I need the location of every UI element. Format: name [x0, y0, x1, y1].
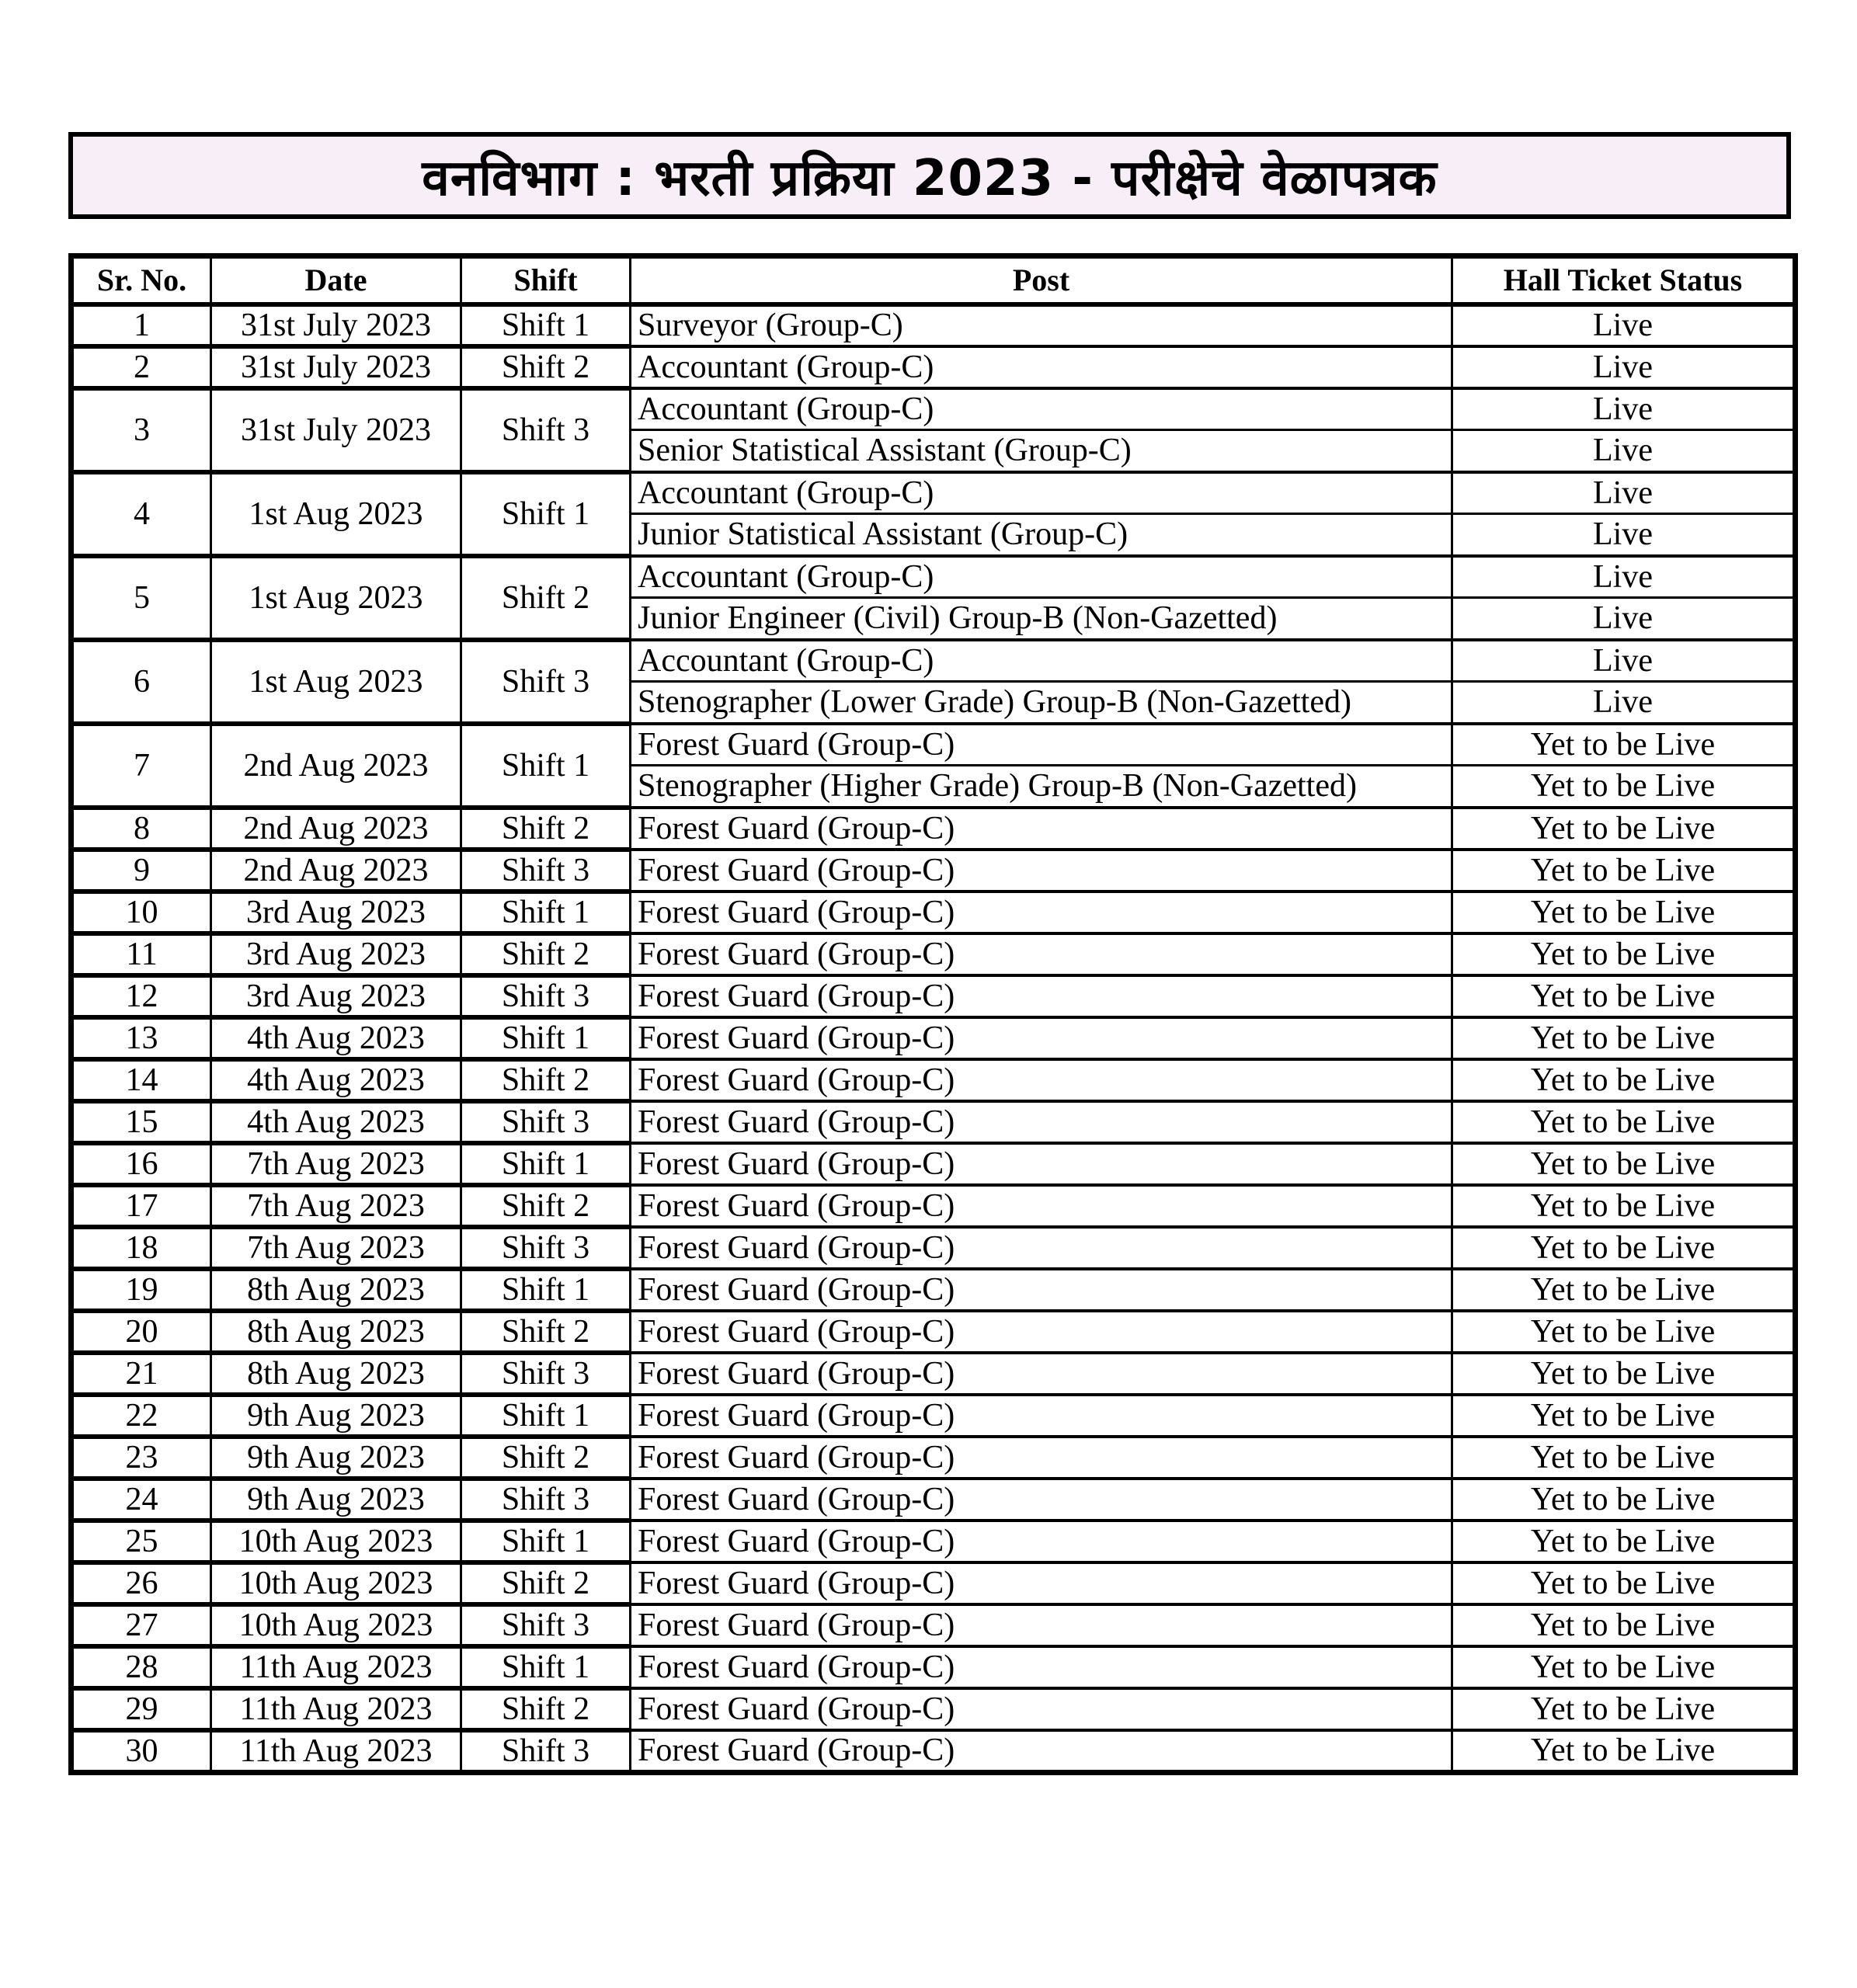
date-cell: 2nd Aug 2023 [211, 850, 461, 891]
hall-ticket-status-cell: Yet to be Live [1452, 1688, 1796, 1730]
hall-ticket-status-cell: Yet to be Live [1452, 1017, 1796, 1059]
shift-cell: Shift 2 [461, 1562, 631, 1604]
hall-ticket-status-cell: Live [1452, 346, 1796, 388]
table-row [71, 808, 1796, 850]
shift-cell: Shift 2 [461, 1437, 631, 1479]
hall-ticket-status-cell: Yet to be Live [1452, 766, 1796, 808]
shift-cell: Shift 1 [461, 472, 631, 556]
post-cell: Forest Guard (Group-C) [631, 891, 1452, 933]
table-row [71, 1688, 1796, 1730]
shift-cell: Shift 3 [461, 975, 631, 1017]
shift-cell: Shift 2 [461, 1688, 631, 1730]
shift-cell: Shift 3 [461, 1227, 631, 1269]
shift-cell: Shift 2 [461, 346, 631, 388]
hall-ticket-status-cell: Yet to be Live [1452, 1730, 1796, 1773]
shift-cell: Shift 2 [461, 808, 631, 850]
table-row [71, 1646, 1796, 1688]
shift-cell: Shift 1 [461, 891, 631, 933]
hall-ticket-status-cell: Yet to be Live [1452, 1395, 1796, 1437]
post-cell: Accountant (Group-C) [631, 346, 1452, 388]
table-row [71, 891, 1796, 933]
post-cell: Senior Statistical Assistant (Group-C) [631, 430, 1452, 472]
date-cell: 8th Aug 2023 [211, 1353, 461, 1395]
table-row [71, 304, 1796, 346]
sr-no-cell: 18 [71, 1227, 211, 1269]
sr-no-cell: 11 [71, 933, 211, 975]
post-cell: Forest Guard (Group-C) [631, 724, 1452, 766]
table-row [71, 1227, 1796, 1269]
post-cell: Forest Guard (Group-C) [631, 975, 1452, 1017]
date-cell: 10th Aug 2023 [211, 1521, 461, 1562]
date-cell: 9th Aug 2023 [211, 1437, 461, 1479]
post-cell: Forest Guard (Group-C) [631, 933, 1452, 975]
sr-no-cell: 13 [71, 1017, 211, 1059]
shift-cell: Shift 2 [461, 556, 631, 640]
date-cell: 3rd Aug 2023 [211, 975, 461, 1017]
shift-cell: Shift 1 [461, 1143, 631, 1185]
date-cell: 3rd Aug 2023 [211, 891, 461, 933]
sr-no-cell: 22 [71, 1395, 211, 1437]
sr-no-cell: 2 [71, 346, 211, 388]
table-row [71, 346, 1796, 388]
hall-ticket-status-cell: Yet to be Live [1452, 1479, 1796, 1521]
post-cell: Forest Guard (Group-C) [631, 808, 1452, 850]
date-cell: 11th Aug 2023 [211, 1688, 461, 1730]
table-row [71, 1437, 1796, 1479]
shift-cell: Shift 1 [461, 1521, 631, 1562]
shift-cell: Shift 1 [461, 724, 631, 808]
hall-ticket-status-cell: Yet to be Live [1452, 891, 1796, 933]
post-cell: Forest Guard (Group-C) [631, 1395, 1452, 1437]
hall-ticket-status-cell: Yet to be Live [1452, 724, 1796, 766]
table-row [71, 1269, 1796, 1311]
sr-no-cell: 4 [71, 472, 211, 556]
post-cell: Forest Guard (Group-C) [631, 1646, 1452, 1688]
table-row [71, 1059, 1796, 1101]
sr-no-cell: 5 [71, 556, 211, 640]
table-row [71, 1185, 1796, 1227]
shift-cell: Shift 3 [461, 388, 631, 472]
sr-no-cell: 20 [71, 1311, 211, 1353]
hall-ticket-status-cell: Yet to be Live [1452, 1521, 1796, 1562]
table-row [71, 1353, 1796, 1395]
sr-no-cell: 23 [71, 1437, 211, 1479]
hall-ticket-status-cell: Live [1452, 514, 1796, 556]
sr-no-cell: 17 [71, 1185, 211, 1227]
hall-ticket-status-cell: Yet to be Live [1452, 808, 1796, 850]
hall-ticket-status-cell: Yet to be Live [1452, 1101, 1796, 1143]
schedule-body [71, 304, 1796, 1773]
sr-no-cell: 1 [71, 304, 211, 346]
date-cell: 31st July 2023 [211, 304, 461, 346]
sr-no-cell: 3 [71, 388, 211, 472]
hall-ticket-status-cell: Live [1452, 640, 1796, 682]
table-row [71, 1017, 1796, 1059]
sr-no-cell: 25 [71, 1521, 211, 1562]
post-cell: Forest Guard (Group-C) [631, 850, 1452, 891]
date-cell: 3rd Aug 2023 [211, 933, 461, 975]
date-cell: 9th Aug 2023 [211, 1479, 461, 1521]
date-cell: 4th Aug 2023 [211, 1059, 461, 1101]
date-cell: 1st Aug 2023 [211, 472, 461, 556]
post-cell: Junior Statistical Assistant (Group-C) [631, 514, 1452, 556]
sr-no-cell: 24 [71, 1479, 211, 1521]
hall-ticket-status-cell: Live [1452, 682, 1796, 724]
date-cell: 2nd Aug 2023 [211, 724, 461, 808]
hall-ticket-status-cell: Yet to be Live [1452, 1059, 1796, 1101]
date-cell: 8th Aug 2023 [211, 1269, 461, 1311]
post-cell: Forest Guard (Group-C) [631, 1604, 1452, 1646]
header-date: Date [211, 256, 461, 304]
hall-ticket-status-cell: Yet to be Live [1452, 1437, 1796, 1479]
table-row [71, 640, 1796, 682]
post-cell: Forest Guard (Group-C) [631, 1521, 1452, 1562]
date-cell: 10th Aug 2023 [211, 1604, 461, 1646]
shift-cell: Shift 3 [461, 850, 631, 891]
date-cell: 8th Aug 2023 [211, 1311, 461, 1353]
table-row [71, 1101, 1796, 1143]
schedule-table [68, 253, 1798, 1775]
post-cell: Junior Engineer (Civil) Group-B (Non-Gazetted) [631, 598, 1452, 640]
shift-cell: Shift 1 [461, 304, 631, 346]
date-cell: 11th Aug 2023 [211, 1646, 461, 1688]
date-cell: 4th Aug 2023 [211, 1101, 461, 1143]
date-cell: 1st Aug 2023 [211, 640, 461, 724]
sr-no-cell: 26 [71, 1562, 211, 1604]
post-cell: Forest Guard (Group-C) [631, 1269, 1452, 1311]
hall-ticket-status-cell: Live [1452, 472, 1796, 514]
table-row [71, 933, 1796, 975]
post-cell: Accountant (Group-C) [631, 388, 1452, 430]
post-cell: Forest Guard (Group-C) [631, 1562, 1452, 1604]
sr-no-cell: 30 [71, 1730, 211, 1773]
shift-cell: Shift 2 [461, 933, 631, 975]
post-cell: Forest Guard (Group-C) [631, 1437, 1452, 1479]
sr-no-cell: 10 [71, 891, 211, 933]
post-cell: Accountant (Group-C) [631, 556, 1452, 598]
post-cell: Forest Guard (Group-C) [631, 1185, 1452, 1227]
hall-ticket-status-cell: Yet to be Live [1452, 1353, 1796, 1395]
post-cell: Forest Guard (Group-C) [631, 1143, 1452, 1185]
shift-cell: Shift 1 [461, 1269, 631, 1311]
sr-no-cell: 12 [71, 975, 211, 1017]
sr-no-cell: 29 [71, 1688, 211, 1730]
shift-cell: Shift 1 [461, 1017, 631, 1059]
sr-no-cell: 7 [71, 724, 211, 808]
post-cell: Forest Guard (Group-C) [631, 1479, 1452, 1521]
shift-cell: Shift 2 [461, 1311, 631, 1353]
date-cell: 7th Aug 2023 [211, 1185, 461, 1227]
shift-cell: Shift 2 [461, 1059, 631, 1101]
sr-no-cell: 6 [71, 640, 211, 724]
post-cell: Forest Guard (Group-C) [631, 1059, 1452, 1101]
date-cell: 31st July 2023 [211, 346, 461, 388]
header-post: Post [631, 256, 1452, 304]
post-cell: Stenographer (Lower Grade) Group-B (Non-Gazetted) [631, 682, 1452, 724]
table-row [71, 1604, 1796, 1646]
table-row [71, 975, 1796, 1017]
post-cell: Stenographer (Higher Grade) Group-B (Non-Gazetted) [631, 766, 1452, 808]
table-row [71, 1479, 1796, 1521]
sr-no-cell: 14 [71, 1059, 211, 1101]
title-banner [68, 132, 1791, 219]
sr-no-cell: 16 [71, 1143, 211, 1185]
shift-cell: Shift 3 [461, 1730, 631, 1773]
header-sr-no: Sr. No. [71, 256, 211, 304]
table-row [71, 850, 1796, 891]
table-row [71, 1521, 1796, 1562]
post-cell: Surveyor (Group-C) [631, 304, 1452, 346]
date-cell: 9th Aug 2023 [211, 1395, 461, 1437]
date-cell: 1st Aug 2023 [211, 556, 461, 640]
hall-ticket-status-cell: Live [1452, 304, 1796, 346]
post-cell: Forest Guard (Group-C) [631, 1101, 1452, 1143]
table-row [71, 1730, 1796, 1773]
table-row [71, 724, 1796, 766]
shift-cell: Shift 3 [461, 1604, 631, 1646]
table-row [71, 472, 1796, 514]
hall-ticket-status-cell: Yet to be Live [1452, 1227, 1796, 1269]
table-row [71, 1311, 1796, 1353]
sr-no-cell: 19 [71, 1269, 211, 1311]
shift-cell: Shift 3 [461, 1353, 631, 1395]
page-title: वनविभाग : भरती प्रक्रिया 2023 - परीक्षेचे वेळापत्रक [422, 149, 1438, 207]
post-cell: Forest Guard (Group-C) [631, 1311, 1452, 1353]
post-cell: Forest Guard (Group-C) [631, 1730, 1452, 1773]
header-hall-ticket-status: Hall Ticket Status [1452, 256, 1796, 304]
hall-ticket-status-cell: Live [1452, 598, 1796, 640]
sr-no-cell: 27 [71, 1604, 211, 1646]
date-cell: 2nd Aug 2023 [211, 808, 461, 850]
hall-ticket-status-cell: Yet to be Live [1452, 850, 1796, 891]
date-cell: 11th Aug 2023 [211, 1730, 461, 1773]
sr-no-cell: 9 [71, 850, 211, 891]
header-row [71, 256, 1796, 304]
post-cell: Forest Guard (Group-C) [631, 1688, 1452, 1730]
table-row [71, 1395, 1796, 1437]
sr-no-cell: 8 [71, 808, 211, 850]
sr-no-cell: 21 [71, 1353, 211, 1395]
hall-ticket-status-cell: Yet to be Live [1452, 1185, 1796, 1227]
hall-ticket-status-cell: Yet to be Live [1452, 1269, 1796, 1311]
sr-no-cell: 15 [71, 1101, 211, 1143]
hall-ticket-status-cell: Yet to be Live [1452, 933, 1796, 975]
hall-ticket-status-cell: Yet to be Live [1452, 1311, 1796, 1353]
date-cell: 7th Aug 2023 [211, 1227, 461, 1269]
shift-cell: Shift 1 [461, 1395, 631, 1437]
header-shift: Shift [461, 256, 631, 304]
post-cell: Forest Guard (Group-C) [631, 1353, 1452, 1395]
table-row [71, 556, 1796, 598]
hall-ticket-status-cell: Live [1452, 430, 1796, 472]
table-row [71, 388, 1796, 430]
date-cell: 7th Aug 2023 [211, 1143, 461, 1185]
hall-ticket-status-cell: Yet to be Live [1452, 1604, 1796, 1646]
hall-ticket-status-cell: Live [1452, 556, 1796, 598]
post-cell: Accountant (Group-C) [631, 472, 1452, 514]
table-row [71, 1143, 1796, 1185]
hall-ticket-status-cell: Yet to be Live [1452, 975, 1796, 1017]
shift-cell: Shift 2 [461, 1185, 631, 1227]
date-cell: 4th Aug 2023 [211, 1017, 461, 1059]
shift-cell: Shift 1 [461, 1646, 631, 1688]
hall-ticket-status-cell: Yet to be Live [1452, 1143, 1796, 1185]
date-cell: 31st July 2023 [211, 388, 461, 472]
post-cell: Forest Guard (Group-C) [631, 1227, 1452, 1269]
post-cell: Accountant (Group-C) [631, 640, 1452, 682]
hall-ticket-status-cell: Live [1452, 388, 1796, 430]
post-cell: Forest Guard (Group-C) [631, 1017, 1452, 1059]
hall-ticket-status-cell: Yet to be Live [1452, 1646, 1796, 1688]
sr-no-cell: 28 [71, 1646, 211, 1688]
shift-cell: Shift 3 [461, 1479, 631, 1521]
date-cell: 10th Aug 2023 [211, 1562, 461, 1604]
shift-cell: Shift 3 [461, 1101, 631, 1143]
hall-ticket-status-cell: Yet to be Live [1452, 1562, 1796, 1604]
table-row [71, 1562, 1796, 1604]
shift-cell: Shift 3 [461, 640, 631, 724]
